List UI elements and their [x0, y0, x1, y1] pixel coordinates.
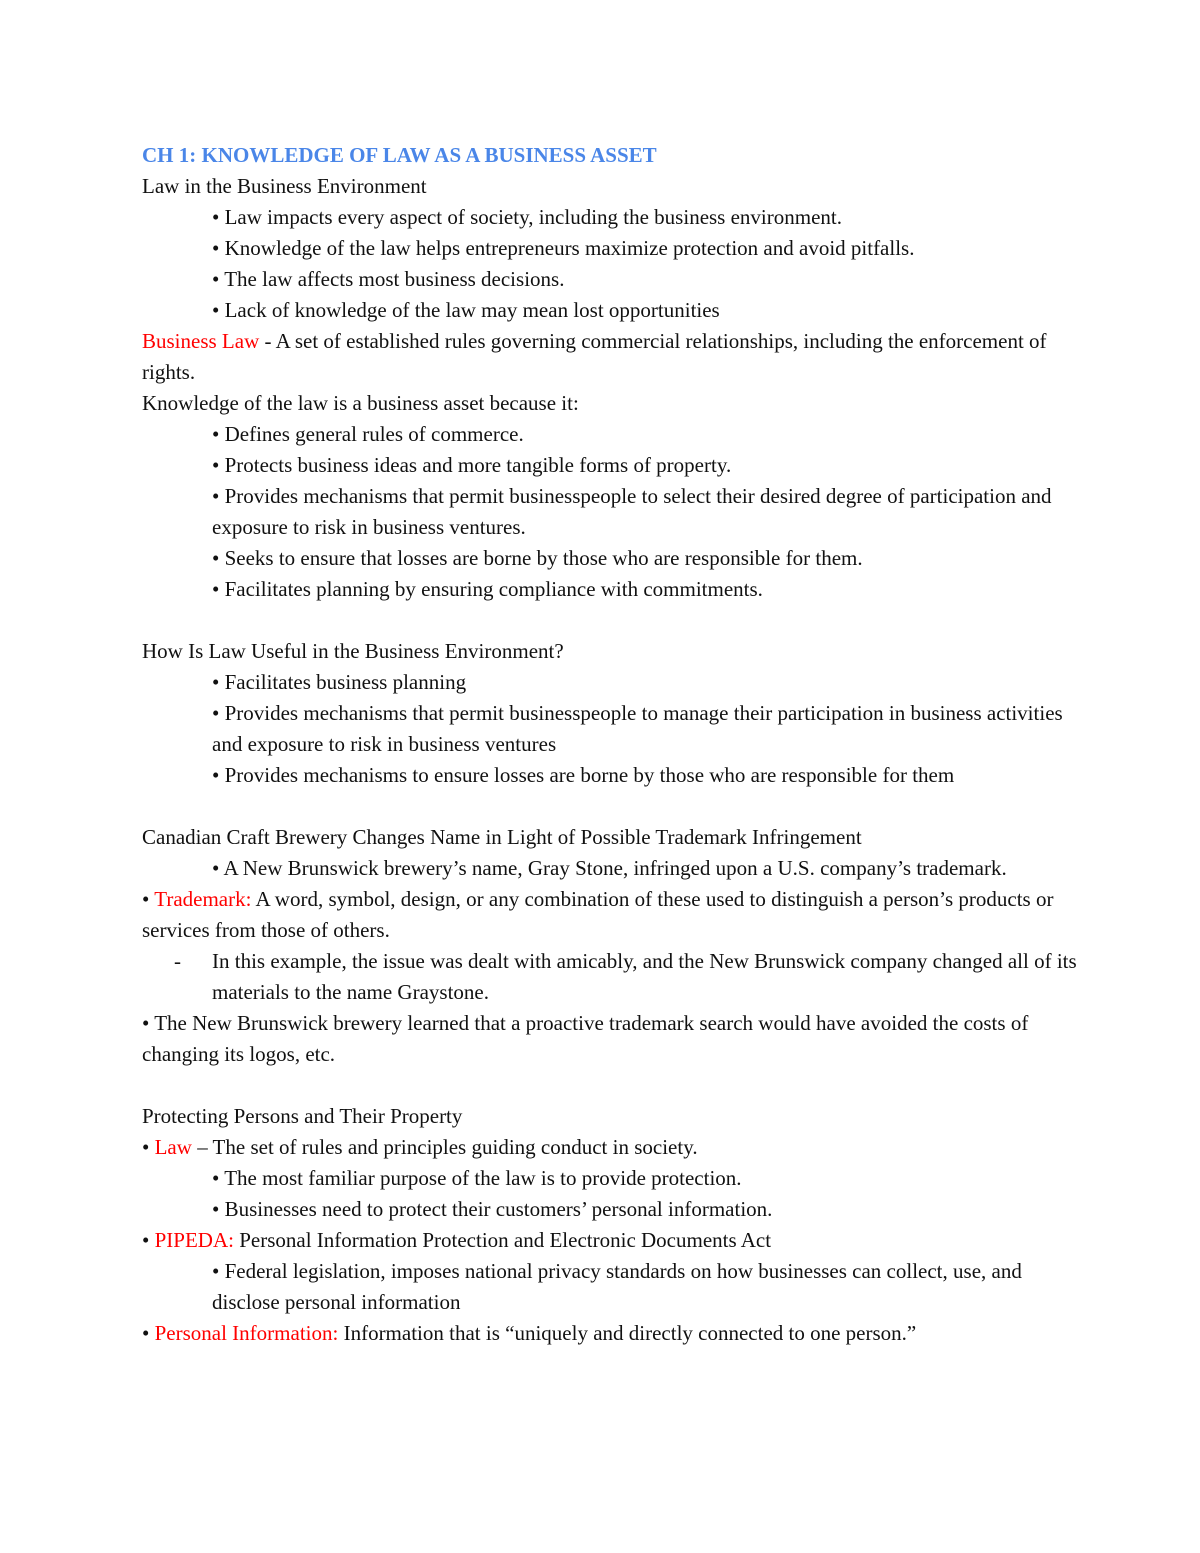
bullet-item: • Lack of knowledge of the law may mean lost opportunities: [212, 298, 720, 322]
definition-pipeda: • PIPEDA: Personal Information Protection and Electronic Documents Act: [142, 1228, 772, 1252]
definition-business-law: Business Law - A set of established rules governing commercial relationships, including the enforcement of rights.: [142, 329, 1047, 384]
bullet-item: • The most familiar purpose of the law is to provide protection.: [212, 1166, 742, 1190]
term-personal-information: Personal Information:: [154, 1321, 339, 1345]
definition-trademark: • Trademark: A word, symbol, design, or any combination of these used to distinguish a person’s products or services from those of others.: [142, 887, 1054, 942]
bullet-item: • The New Brunswick brewery learned that a proactive trademark search would have avoided the costs of changing its logos, etc.: [142, 1011, 1029, 1066]
definition-personal-information: • Personal Information: Information that is “uniquely and directly connected to one person.”: [142, 1321, 917, 1345]
bullet-item: • Federal legislation, imposes national privacy standards on how businesses can collect, use, and disclose personal information: [212, 1259, 1022, 1314]
spacer: [142, 1070, 1082, 1101]
section-heading: How Is Law Useful in the Business Environment?: [142, 639, 564, 663]
term-pipeda: PIPEDA:: [154, 1228, 234, 1252]
bullet-item: • Provides mechanisms that permit businesspeople to select their desired degree of participation and exposure to risk in business ventures.: [212, 484, 1052, 539]
bullet-item: • Businesses need to protect their customers’ personal information.: [212, 1197, 773, 1221]
chapter-title: CH 1: KNOWLEDGE OF LAW AS A BUSINESS ASSET: [142, 143, 657, 167]
section-heading: Canadian Craft Brewery Changes Name in Light of Possible Trademark Infringement: [142, 825, 862, 849]
spacer: [142, 791, 1082, 822]
bullet-item: • Provides mechanisms to ensure losses are borne by those who are responsible for them: [212, 763, 955, 787]
spacer: [142, 605, 1082, 636]
bullet-item: • Provides mechanisms that permit businesspeople to manage their participation in business activities and exposure to risk in business ventures: [212, 701, 1063, 756]
section-heading: Law in the Business Environment: [142, 174, 427, 198]
term-business-law: Business Law: [142, 329, 260, 353]
section-heading: Knowledge of the law is a business asset because it:: [142, 391, 579, 415]
bullet-item: • Seeks to ensure that losses are borne by those who are responsible for them.: [212, 546, 863, 570]
bullet-item: • Facilitates business planning: [212, 670, 467, 694]
bullet-item: • Defines general rules of commerce.: [212, 422, 524, 446]
document-page: [142, 140, 1082, 1349]
bullet-item: • The law affects most business decisions.: [212, 267, 565, 291]
section-heading: Protecting Persons and Their Property: [142, 1104, 463, 1128]
bullet-item: • Protects business ideas and more tangible forms of property.: [212, 453, 732, 477]
dash-item: - In this example, the issue was dealt with amicably, and the New Brunswick company changed all of its materials to the name Graystone.: [174, 949, 1077, 1004]
term-law: Law: [154, 1135, 192, 1159]
term-trademark: Trademark:: [154, 887, 252, 911]
bullet-item: • Knowledge of the law helps entrepreneurs maximize protection and avoid pitfalls.: [212, 236, 915, 260]
bullet-item: • Facilitates planning by ensuring compliance with commitments.: [212, 577, 763, 601]
bullet-item: • Law impacts every aspect of society, including the business environment.: [212, 205, 842, 229]
bullet-item: • A New Brunswick brewery’s name, Gray Stone, infringed upon a U.S. company’s trademark.: [212, 856, 1007, 880]
definition-law: • Law – The set of rules and principles guiding conduct in society.: [142, 1135, 698, 1159]
